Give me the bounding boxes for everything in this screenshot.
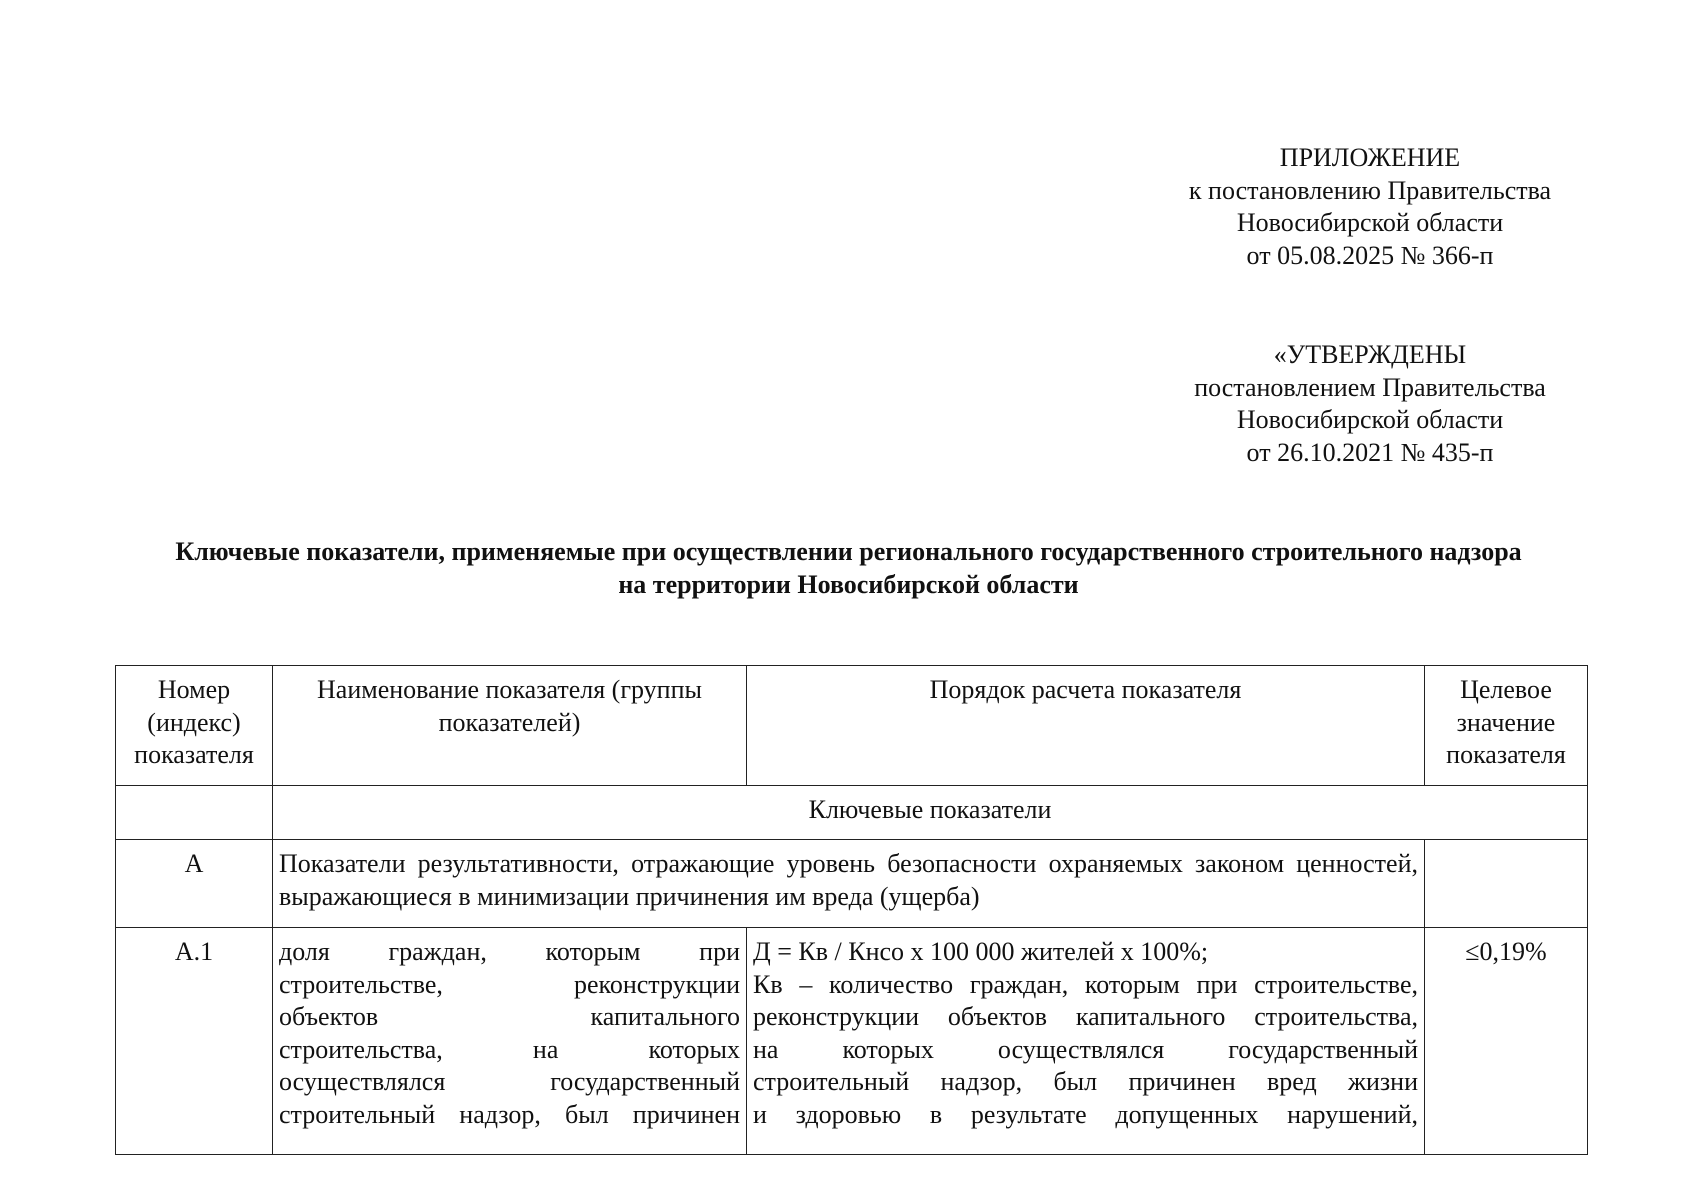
- row-name-line: осуществлялся государственный: [279, 1067, 740, 1096]
- row-calc-cell: [747, 928, 1425, 1155]
- row-name-line: строительства, на которых: [279, 1034, 740, 1064]
- approved-line: постановлением Правительства: [1194, 372, 1546, 402]
- row-name-line: строительстве, реконструкции: [279, 969, 740, 999]
- appendix-heading: ПРИЛОЖЕНИЕ: [1279, 143, 1461, 172]
- document-title: [110, 535, 1587, 601]
- row-name: [279, 936, 740, 1132]
- header-number: Номер (индекс) показателя: [116, 666, 273, 786]
- approved-date-number: от 26.10.2021 № 435-п: [1246, 437, 1494, 467]
- row-target: ≤0,19%: [1425, 928, 1588, 1155]
- header-calc: Порядок расчета показателя: [747, 666, 1425, 786]
- row-name-line: строительный надзор, был причинен: [279, 1099, 740, 1129]
- row-calc-line: на которых осуществлялся государственный: [753, 1034, 1418, 1064]
- document-title-line: Ключевые показатели, применяемые при осуществлении регионального государственного строительного надзора: [175, 537, 1522, 566]
- appendix-block: [1150, 142, 1590, 272]
- approved-heading: «УТВЕРЖДЕНЫ: [1273, 340, 1467, 369]
- header-target: Целевое значение показателя: [1425, 666, 1588, 786]
- appendix-line: Новосибирской области: [1236, 208, 1504, 237]
- row-name-line: объектов капитального: [279, 1002, 740, 1031]
- row-name-line: доля граждан, которым при: [279, 937, 740, 966]
- document-title-line: на территории Новосибирской области: [618, 570, 1079, 599]
- table-header-row: [116, 666, 1588, 786]
- table-row: [116, 840, 1588, 928]
- section-title: Ключевые показатели: [273, 786, 1588, 840]
- indicators-table: [115, 665, 1588, 1155]
- appendix-line: к постановлению Правительства: [1188, 175, 1552, 205]
- header-name: Наименование показателя (группы показателей): [273, 666, 747, 786]
- row-calc-line: Кв – количество граждан, которым при строительстве,: [753, 969, 1418, 999]
- row-name-cell: [273, 928, 747, 1155]
- row-group-text: Показатели результативности, отражающие уровень безопасности охраняемых законом ценностей, выражающиеся в минимизации причинения им вреда (ущерба): [273, 840, 1425, 928]
- row-index: А.1: [116, 928, 273, 1155]
- approved-line: Новосибирской области: [1236, 405, 1504, 434]
- row-calc-line: реконструкции объектов капитального строительства,: [753, 1002, 1418, 1031]
- section-row: [116, 786, 1588, 840]
- row-target-empty: [1425, 840, 1588, 928]
- appendix-date-number: от 05.08.2025 № 366-п: [1246, 240, 1494, 270]
- row-formula: Д = Кв / Кнсо х 100 000 жителей х 100%;: [753, 937, 1209, 966]
- row-calc-line: строительный надзор, был причинен вред жизни: [753, 1067, 1418, 1096]
- row-calc-line: и здоровью в результате допущенных нарушений,: [753, 1099, 1418, 1129]
- section-empty-cell: [116, 786, 273, 840]
- approved-block: [1150, 339, 1590, 469]
- table-row: [116, 928, 1588, 1155]
- row-calc: [753, 936, 1418, 1132]
- row-index: А: [116, 840, 273, 928]
